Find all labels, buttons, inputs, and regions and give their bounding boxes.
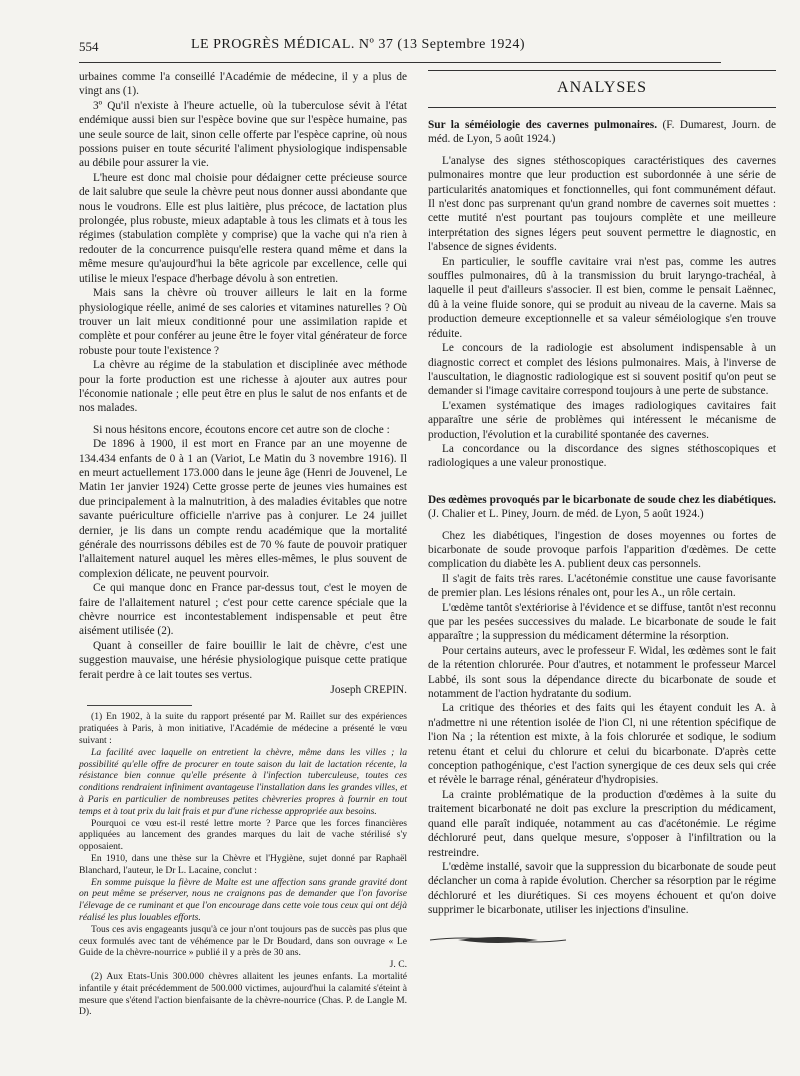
article-title: Sur la séméiologie des cavernes pulmonaires. — [428, 119, 658, 131]
page-header — [79, 36, 721, 58]
running-title: LE PROGRÈS MÉDICAL. Nº 37 (13 Septembre 1924) — [191, 37, 526, 52]
paragraph: De 1896 à 1900, il est mort en France par an une moyenne de 134.434 enfants de 0 à 1 an (Variot, Le Matin du 3 novembre 1916). Il en meurt actuellement 173.000 dans le jeune âge (Henri de Jouvenel, Le Matin 1er janvier 1924) Cette grosse perte de jeunes vies humaines est due principalement à la malnutrition, à des maladies évitables que notre savante puériculture officielle n'arrive pas à conjurer. Le 24 juillet dernier, je lis dans un compte rendu académique que la mortalité générale des nourrissons débiles est de 70 % faute de pouvoir pratiquer l'allaitement naturel auquel les mères elles-mêmes, le plus souvent de complexion délicate, ne peuvent pourvoir. — [79, 438, 407, 580]
end-ornament-icon — [428, 934, 568, 946]
paragraph: L'examen systématique des images radiologiques cavitaires fait apparaître une série de problèmes qui intéressent le mécanisme de production, l'évolution et la curabilité spontanée des cavernes. — [428, 399, 776, 441]
paragraph: Ce qui manque donc en France par-dessus tout, c'est le moyen de faire de l'allaitement naturel ; c'est pour cette carence spéciale que la chèvre nourrice est incontestablement indispensable et peut être aisément utilisée (2). — [79, 582, 407, 638]
paragraph: La concordance ou la discordance des signes stéthoscopiques et radiologiques a une valeur pronostique. — [428, 442, 776, 470]
article-heading — [428, 118, 776, 147]
paragraph: 3º Qu'il n'existe à l'heure actuelle, où la tuberculose sévit à l'état endémique aussi bien sur l'espèce bovine que sur l'espèce humaine, pas une seule source de lait, sinon celle offerte par l'espèce caprine, où nous possions puiser en toute sécurité l'aliment physiologique indispensable au débile pour assurer la vie. — [79, 99, 407, 170]
section-title: ANALYSES — [557, 79, 647, 96]
footnote-rule — [87, 705, 192, 706]
paragraph: L'œdème tantôt s'extériorise à l'évidence et se diffuse, tantôt n'est reconnu que par les pesées successives du malade. Le bicarbonate de soude le fait apparaître ; la suppression du médicament détermine la résorption. — [428, 601, 776, 643]
footnote: Tous ces avis engageants jusqu'à ce jour n'ont toujours pas de succès pas plus que ceux formulés avec tant de véhémence par le Dr Boudard, dans son ouvrage « Le Guide de la chèvre-nourrice » publié il y a près de 30 ans. — [79, 923, 407, 959]
left-column — [79, 70, 407, 1018]
paragraph: La chèvre au régime de la stabulation et disciplinée avec méthode pour la forte production est une richesse à ajouter aux autres pour l'économie nationale ; elle peut être en plus le salut de nos enfants et de nos malades. — [79, 359, 407, 415]
article-citation: (J. Chalier et L. Piney, Journ. de méd. de Lyon, 5 août 1924.) — [428, 508, 704, 521]
paragraph: Si nous hésitons encore, écoutons encore cet autre son de cloche : — [93, 423, 390, 436]
footnote-signature: J. C. — [389, 959, 407, 971]
article-heading — [428, 493, 776, 522]
section-header — [428, 70, 776, 108]
footnote-quote: En somme puisque la fièvre de Malte est une affection sans grande gravité dont on peut même se préserver, nous ne craignons pas de demander que l'on favorise l'élevage de ce ruminant et que l'on encourage dans cette voie tous ceux qui ont déjà réalisé les plus louables efforts. — [79, 876, 407, 924]
footnote: (2) Aux Etats-Unis 300.000 chèvres allaitent les jeunes enfants. La mortalité infantile y était précédemment de 500.000 victimes, aujourd'hui la calamité s'éteint à mesure que s'étend l'action bienfaisante de la chèvre-nourrice (Chas. P. de Langle M. D). — [79, 971, 407, 1018]
paragraph: L'analyse des signes stéthoscopiques caractéristiques des cavernes pulmonaires montre que leur production est subordonnée à une série de particularités anatomiques et fonctionnelles, qui font communément défaut. Il n'est donc pas surprenant qu'un grand nombre de cavernes soit muettes : cette mutité n'est pourtant pas toujours complète et une meilleure interprétation des signes légers peut souvent permettre le diagnostic, en l'absence de signes évidents. — [428, 154, 776, 254]
paragraph: L'heure est donc mal choisie pour dédaigner cette précieuse source de lait salubre que seule la chèvre peut nous donner aussi abondante que nous le voudrons. Elle est plus laitière, plus précoce, de lactation plus prolongée, plus robuste, mieux adaptable à tous les climats et à tous les régimes (stabulation complète y comprise) que la vache qui n'a rien à redouter de la concurrence puisqu'elle restera quand même et dans la même mesure qu'aujourd'hui la bête agricole par excellence, celle qui utilise le mieux l'espace d'herbage dévolu à son entretien. — [79, 171, 407, 285]
page-number: 554 — [79, 39, 99, 54]
paragraph: Chez les diabétiques, l'ingestion de doses moyennes ou fortes de bicarbonate de soude provoque parfois l'apparition d'œdèmes. De cette complication du diabète les A. publient deux cas personnels. — [428, 529, 776, 571]
paragraph: L'œdème installé, savoir que la suppression du bicarbonate de soude peut déclancher un coma à rapide évolution. Chercher sa résorption par le régime déchloruré et les diurétiques. Si ces moyens échouent et qu'on doive supprimer le bicarbonate, utiliser les injections d'insuline. — [428, 860, 776, 917]
author-signature: Joseph CREPIN. — [330, 684, 407, 697]
footnote: En 1910, dans une thèse sur la Chèvre et l'Hygiène, sujet donné par Raphaël Blanchard, l'auteur, le Dr L. Lacaine, conclut : — [79, 853, 407, 876]
right-column — [428, 70, 776, 950]
paragraph: Mais sans la chèvre où trouver ailleurs le lait en la forme physiologique réelle, animé de ses calories et vitamines naturelles ? Où trouver un lait mieux conditionné pour une assimilation rapide et complète et pour conférer au jeune être le foyer vital générateur de force robuste pour toute l'existence ? — [79, 287, 407, 357]
paragraph: Pour certains auteurs, avec le professeur F. Widal, les œdèmes sont le fait de la rétention chlorurée. Pour d'autres, et notamment le professeur Marcel Labbé, ils sont sous la dépendance directe du bicarbonate de soude et notamment de l'action hydratante du sodium. — [428, 644, 776, 701]
article-citation: (F. Dumarest, Journ. de méd. de Lyon, 5 août 1924.) — [428, 119, 776, 146]
paragraph: La critique des théories et des faits qui les étayent conduit les A. à n'admettre ni une rétention isolée de l'ion Cl, ni une rétention spécifique de l'ion Na ; la rétention est mixte, à la fois chlorurée et sodique, le sodium retenu étant et celui du chlorure et celui du bicarbonate. D'après cette conception pathogénique, c'est l'action synergique de ces deux sels qui crée et révèle le barrage rénal, générateur d'hydropisies. — [428, 702, 776, 787]
paragraph: En particulier, le souffle cavitaire vrai n'est pas, comme les autres souffles pulmonaires, dû à la transmission du bruit laryngo-trachéal, à laquelle il peut d'ailleurs s'associer. Il est bien, comme le pensait Laënnec, dû à la veine fluide sonore, qui se produit au niveau de la caverne. Mais sa production demeure exceptionnelle et sa valeur séméiologique s'en trouve réduite. — [428, 255, 776, 340]
paragraph: Quant à conseiller de faire bouillir le lait de chèvre, c'est une suggestion mauvaise, une hérésie physiologique puisque cette pratique ferait perdre à ce lait toutes ses vertus. — [79, 639, 407, 681]
footnotes — [79, 711, 407, 1018]
paragraph: Il s'agit de faits très rares. L'acétonémie constitue une cause favorisante de premier plan. Les lésions rénales ont, pour les A., un rôle certain. — [428, 572, 776, 600]
footnote: (1) En 1902, à la suite du rapport présenté par M. Raillet sur des expériences pratiquées à Paris, à mon initiative, l'Académie de médecine a présenté le vœu suivant : — [79, 711, 407, 747]
paragraph: Le concours de la radiologie est absolument indispensable à un diagnostic correct et complet des lésions pulmonaires. Mais, à l'inverse de l'auscultation, le diagnostic radiologique est si souvent positif qu'on peut se demander si l'image cavitaire correspond toujours à une perte de substance. — [428, 342, 776, 398]
header-rule — [79, 62, 721, 63]
paragraph: La crainte problématique de la production d'œdèmes à la suite du traitement bicarbonaté ne doit pas exclure la prescription du médicament, quand elle paraît indiquée, notamment au cas d'acétonémie. Le régime déchloruré peut, dans quelque mesure, s'opposer à l'infiltration ou la restreindre. — [428, 788, 776, 859]
article-title: Des œdèmes provoqués par le bicarbonate de soude chez les diabétiques. — [428, 493, 776, 506]
paragraph: urbaines comme l'a conseillé l'Académie de médecine, il y a plus de vingt ans (1). — [79, 71, 407, 98]
footnote-quote: La facilité avec laquelle on entretient la chèvre, même dans les villes ; la possibilité qu'elle offre de procurer en toute saison du lait de lactation récente, la résistance bien connue qu'elle présente à l'infection tuberculeuse, toutes ces conditions rendraient infiniment avantageuse l'installation dans les grandes villes, et à Paris en particulier de nombreuses petites chèvreries propres à fournir en tout temps et à tout prix du lait frais et pur d'une richesse appropriée aux besoins. — [79, 746, 407, 817]
footnote: Pourquoi ce vœu est-il resté lettre morte ? Parce que les forces financières appliquées au lancement des grandes marques du lait de vache stérilisé s'y opposaient. — [79, 817, 407, 853]
